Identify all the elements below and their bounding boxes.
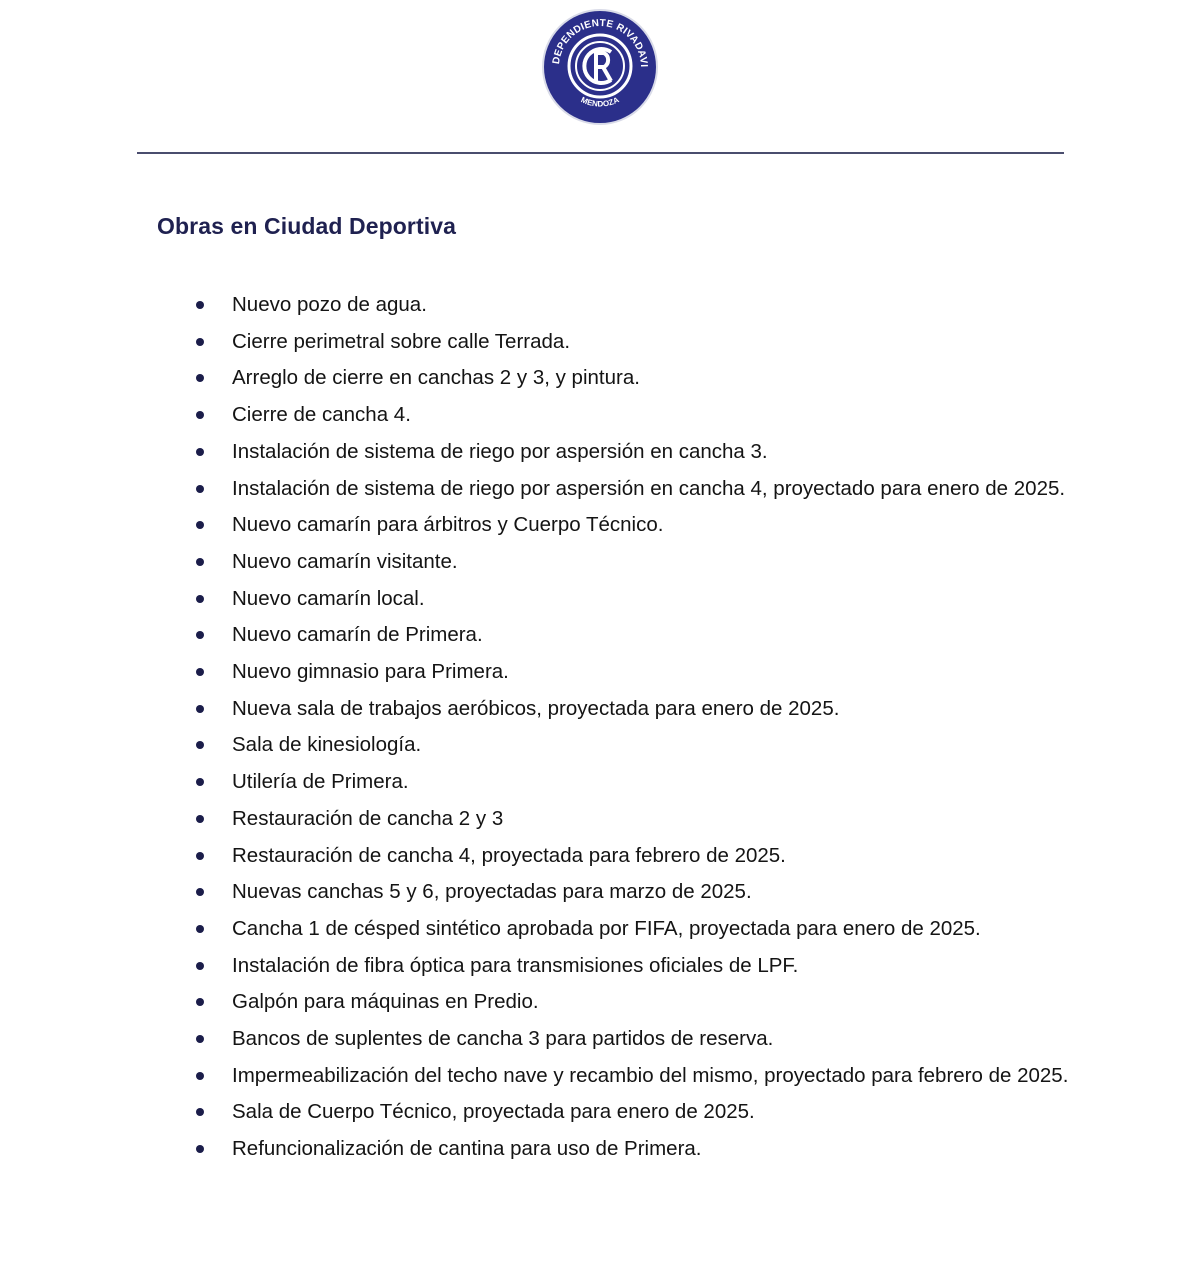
club-crest-logo	[541, 8, 659, 126]
list-item	[232, 507, 1132, 544]
list-item	[232, 471, 1132, 508]
bullet-icon	[196, 631, 204, 639]
list-item-text: Cancha 1 de césped sintético aprobada por FIFA, proyectada para enero de 2025.	[232, 916, 981, 940]
list-item-text: Refuncionalización de cantina para uso de Primera.	[232, 1137, 702, 1161]
bullet-icon	[196, 521, 204, 529]
bullet-icon	[196, 485, 204, 493]
list-item-text: Nueva sala de trabajos aeróbicos, proyectada para enero de 2025.	[232, 696, 840, 720]
club-crest-icon	[541, 8, 659, 126]
bullet-icon	[196, 888, 204, 896]
bullet-icon	[196, 1145, 204, 1153]
list-item	[232, 1131, 1132, 1168]
list-item	[232, 874, 1132, 911]
bullet-icon	[196, 925, 204, 933]
bullet-icon	[196, 558, 204, 566]
list-item	[232, 287, 1132, 324]
list-item-text: Nuevo camarín local.	[232, 586, 425, 610]
bullet-icon	[196, 595, 204, 603]
list-item-text: Nuevo camarín para árbitros y Cuerpo Técnico.	[232, 513, 664, 537]
list-item-text: Impermeabilización del techo nave y recambio del mismo, proyectado para febrero de 2025.	[232, 1063, 1069, 1087]
bullet-icon	[196, 411, 204, 419]
list-item-text: Galpón para máquinas en Predio.	[232, 990, 539, 1014]
bullet-icon	[196, 962, 204, 970]
bullet-icon	[196, 301, 204, 309]
list-item	[232, 984, 1132, 1021]
bullet-icon	[196, 852, 204, 860]
list-item	[232, 727, 1132, 764]
list-item-text: Restauración de cancha 2 y 3	[232, 806, 504, 830]
list-item-text: Sala de Cuerpo Técnico, proyectada para enero de 2025.	[232, 1100, 755, 1124]
list-item	[232, 397, 1132, 434]
bullet-icon	[196, 815, 204, 823]
list-item	[232, 1021, 1132, 1058]
bullet-icon	[196, 1035, 204, 1043]
list-item	[232, 838, 1132, 875]
list-item-text: Sala de kinesiología.	[232, 733, 422, 757]
list-item-text: Nuevo pozo de agua.	[232, 293, 427, 316]
list-item	[232, 324, 1132, 361]
bullet-icon	[196, 998, 204, 1006]
list-item-text: Nuevas canchas 5 y 6, proyectadas para marzo de 2025.	[232, 880, 752, 904]
list-item-text: Nuevo camarín visitante.	[232, 549, 458, 573]
list-item-text: Utilería de Primera.	[232, 770, 409, 794]
list-item-text: Instalación de sistema de riego por aspersión en cancha 4, proyectado para enero de 2025.	[232, 476, 1066, 500]
list-item	[232, 911, 1132, 948]
bullet-icon	[196, 741, 204, 749]
list-item	[232, 1058, 1132, 1095]
bullet-icon	[196, 1108, 204, 1116]
list-item	[232, 1094, 1132, 1131]
section-title: Obras en Ciudad Deportiva	[157, 213, 457, 239]
crest-bottom-text: MENDOZA	[579, 95, 621, 109]
bullet-icon	[196, 668, 204, 676]
bullet-icon	[196, 448, 204, 456]
bullet-icon	[196, 374, 204, 382]
list-item-text: Nuevo gimnasio para Primera.	[232, 660, 509, 684]
crest-top-text: DEPENDIENTE RIVADAVI	[551, 17, 650, 68]
list-item-text: Instalación de fibra óptica para transmisiones oficiales de LPF.	[232, 953, 799, 977]
list-item-text: Cierre de cancha 4.	[232, 403, 411, 427]
header-divider	[137, 152, 1064, 154]
bullet-icon	[196, 778, 204, 786]
bullet-icon	[196, 1072, 204, 1080]
list-item	[232, 581, 1132, 618]
list-item-text: Cierre perimetral sobre calle Terrada.	[232, 329, 571, 353]
list-item	[232, 360, 1132, 397]
bullet-icon	[196, 338, 204, 346]
list-item-text: Nuevo camarín de Primera.	[232, 623, 483, 647]
list-item	[232, 434, 1132, 471]
list-item	[232, 617, 1132, 654]
bullet-icon	[196, 705, 204, 713]
list-item-text: Restauración de cancha 4, proyectada para febrero de 2025.	[232, 843, 786, 867]
list-item	[232, 691, 1132, 728]
list-item	[232, 801, 1132, 838]
list-item-text: Bancos de suplentes de cancha 3 para partidos de reserva.	[232, 1027, 774, 1051]
list-item-text: Instalación de sistema de riego por aspersión en cancha 3.	[232, 439, 768, 463]
list-item	[232, 764, 1132, 801]
works-list	[232, 287, 1132, 1168]
list-item	[232, 948, 1132, 985]
list-item	[232, 544, 1132, 581]
list-item	[232, 654, 1132, 691]
list-item-text: Arreglo de cierre en canchas 2 y 3, y pintura.	[232, 366, 640, 390]
